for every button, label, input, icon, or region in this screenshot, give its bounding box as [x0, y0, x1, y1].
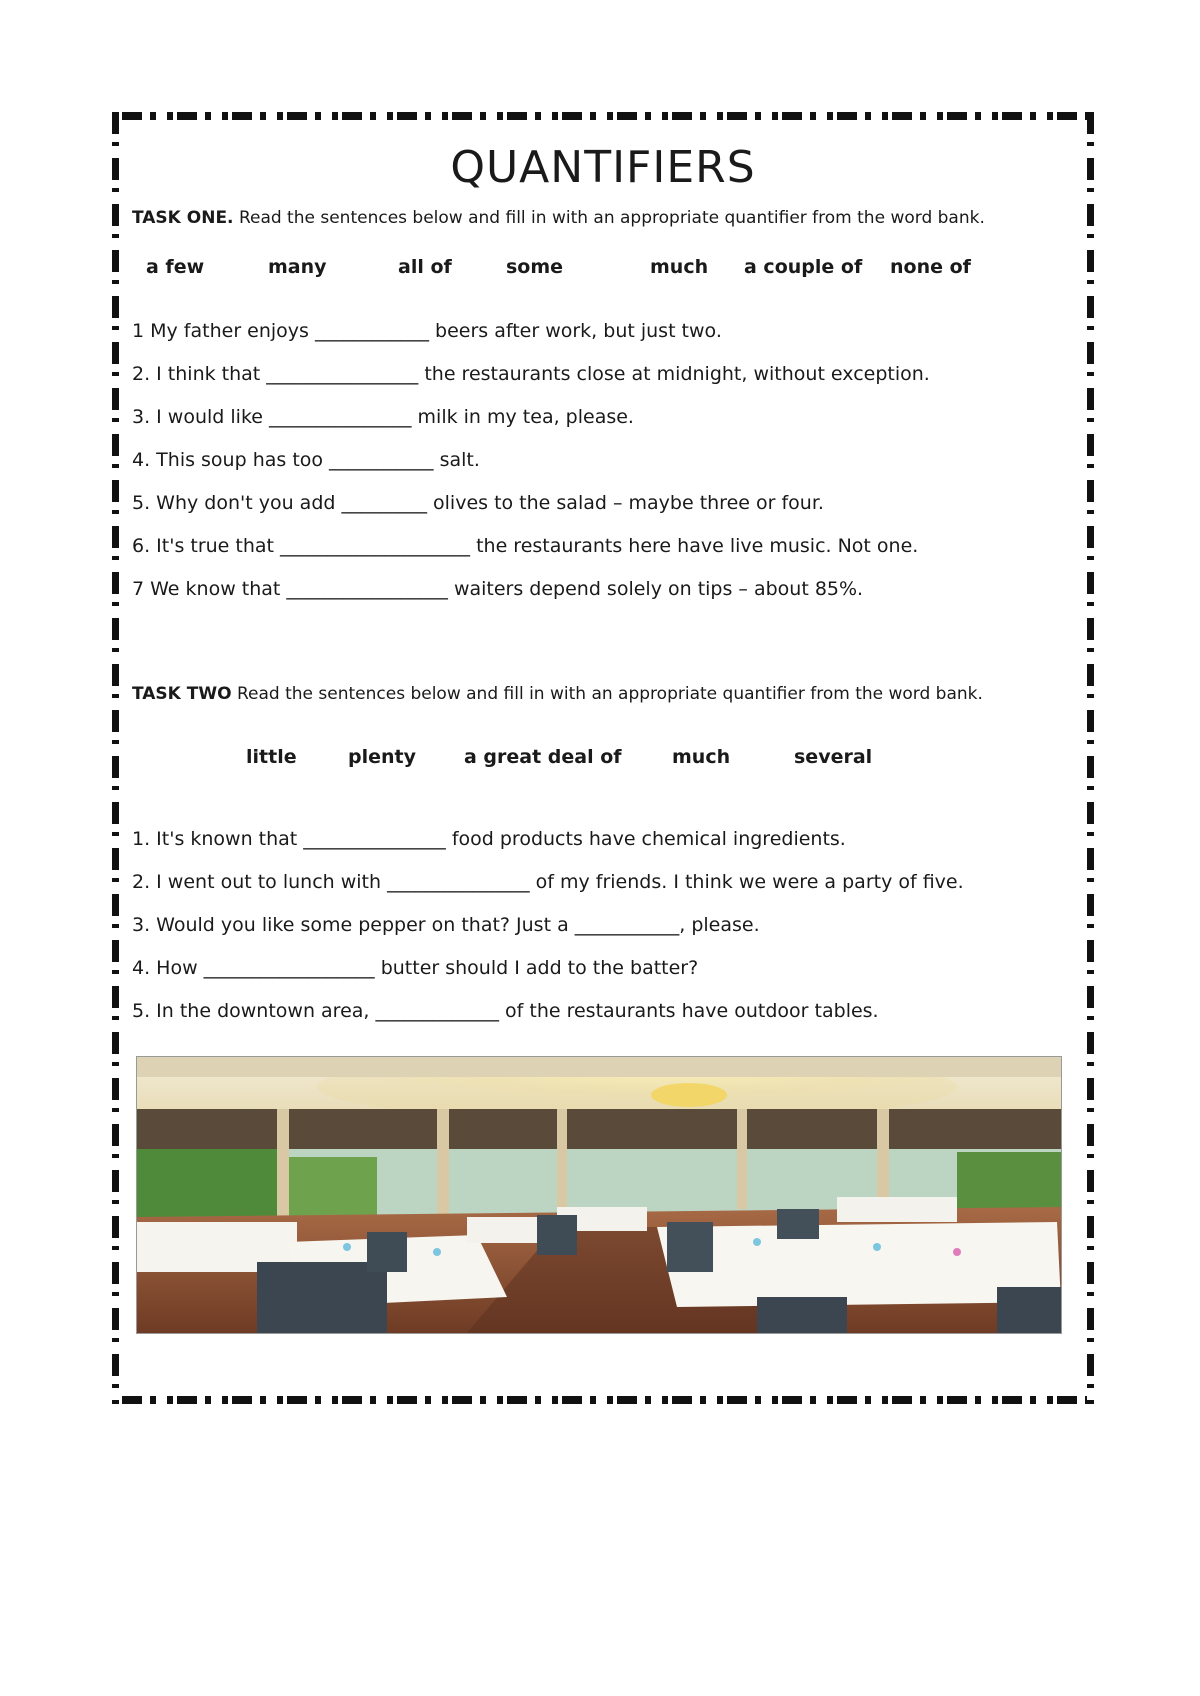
- word-bank-item: a great deal of: [464, 746, 622, 768]
- task-one-sentence: 5. Why don't you add _________ olives to the salad – maybe three or four.: [132, 492, 824, 514]
- page-title: QUANTIFIERS: [450, 142, 756, 193]
- decorative-border-bottom: [112, 1396, 1094, 1404]
- word-bank-item: much: [650, 256, 709, 278]
- task-one-sentence: 2. I think that ________________ the restaurants close at midnight, without exception.: [132, 363, 930, 385]
- task-one-sentence: 1 My father enjoys ____________ beers after work, but just two.: [132, 320, 722, 342]
- restaurant-photo: [136, 1056, 1062, 1334]
- word-bank-item: none of: [890, 256, 971, 278]
- task-two-instruction: [132, 684, 1072, 704]
- task-two-sentence: 5. In the downtown area, _____________ of the restaurants have outdoor tables.: [132, 1000, 879, 1022]
- task-two-text: Read the sentences below and fill in with an appropriate quantifier from the word bank.: [236, 684, 983, 704]
- task-one-label: TASK ONE.: [132, 208, 234, 228]
- decorative-border-right: [1087, 112, 1094, 1404]
- restaurant-illustration: [137, 1057, 1061, 1333]
- task-two-sentence: 3. Would you like some pepper on that? Just a ___________, please.: [132, 914, 760, 936]
- task-one-sentence: 3. I would like _______________ milk in my tea, please.: [132, 406, 634, 428]
- task-one-text: Read the sentences below and fill in with an appropriate quantifier from the word bank.: [238, 208, 985, 228]
- word-bank-item: several: [794, 746, 873, 768]
- word-bank-item: plenty: [348, 746, 416, 768]
- task-two-sentence: 4. How __________________ butter should I add to the batter?: [132, 957, 699, 979]
- task-two-label: TASK TWO: [132, 684, 232, 704]
- decorative-border-left: [112, 112, 119, 1404]
- word-bank-item: some: [506, 256, 564, 278]
- word-bank-item: little: [246, 746, 297, 768]
- task-two-sentence: 2. I went out to lunch with _______________ of my friends. I think we were a party of five.: [132, 871, 964, 893]
- word-bank-item: many: [268, 256, 327, 278]
- word-bank-item: all of: [398, 256, 452, 278]
- word-bank-item: much: [672, 746, 731, 768]
- task-one-sentence: 6. It's true that ____________________ the restaurants here have live music. Not one.: [132, 535, 919, 557]
- worksheet: [112, 112, 1094, 1404]
- word-bank-item: a couple of: [744, 256, 863, 278]
- decorative-border-top: [112, 112, 1094, 120]
- task-one-instruction: [132, 208, 1072, 228]
- task-one-sentence: 4. This soup has too ___________ salt.: [132, 449, 480, 471]
- task-two-sentence: 1. It's known that _______________ food products have chemical ingredients.: [132, 828, 846, 850]
- task-one-sentence: 7 We know that _________________ waiters depend solely on tips – about 85%.: [132, 578, 864, 600]
- word-bank-item: a few: [146, 256, 205, 278]
